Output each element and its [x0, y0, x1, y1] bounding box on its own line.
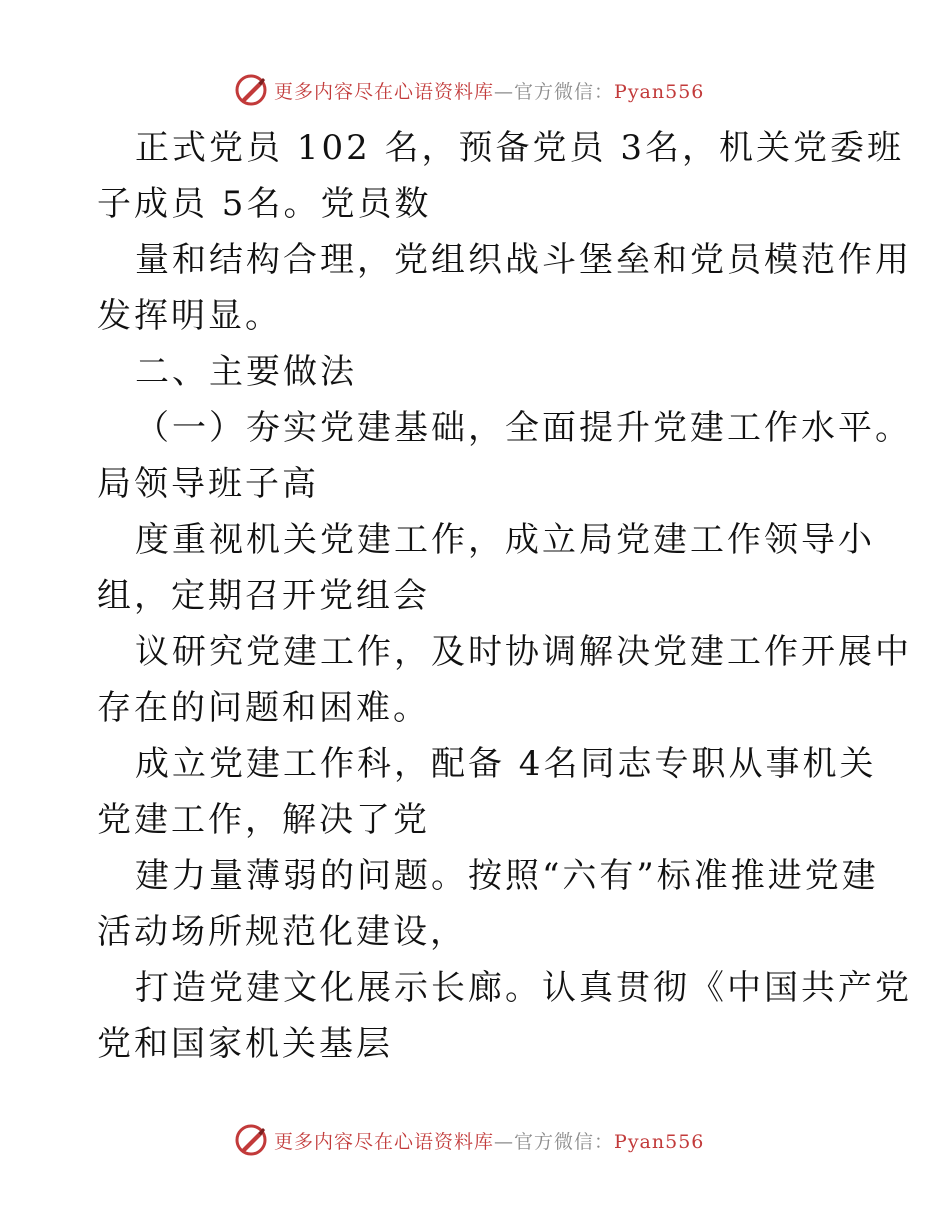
watermark-separator: —	[494, 80, 515, 103]
body-line: 打造党建文化展示长廊。认真贯彻《中国共产党	[135, 968, 912, 1008]
watermark-wechat-id: Pyan556	[614, 80, 705, 103]
body-line: （一）夯实党建基础，全面提升党建工作水平。	[135, 408, 912, 448]
watermark-brand: 更多内容尽在心语资料库	[274, 80, 495, 103]
body-line: 子成员 5名。党员数	[97, 184, 432, 224]
pen-circle-logo-icon	[234, 73, 268, 107]
body-line: 存在的问题和困难。	[97, 688, 430, 728]
watermark-official: 官方微信：	[514, 1130, 615, 1153]
document-body	[97, 120, 912, 1072]
footer-watermark	[234, 1123, 704, 1157]
body-line: 党建工作，解决了党	[97, 800, 430, 840]
body-line: 党和国家机关基层	[97, 1024, 393, 1064]
watermark-separator: —	[494, 1130, 515, 1153]
watermark-official: 官方微信：	[514, 80, 615, 103]
body-line: 正式党员 102 名，预备党员 3名，机关党委班	[135, 128, 904, 168]
body-line: 活动场所规范化建设，	[97, 912, 467, 952]
body-line: 量和结构合理，党组织战斗堡垒和党员模范作用	[135, 240, 912, 280]
body-line: 局领导班子高	[97, 464, 319, 504]
body-line: 成立党建工作科，配备 4名同志专职从事机关	[135, 744, 877, 784]
body-line: 组，定期召开党组会	[97, 576, 430, 616]
body-line: 二、主要做法	[135, 352, 357, 392]
watermark-brand: 更多内容尽在心语资料库	[274, 1130, 495, 1153]
watermark-text	[274, 1127, 704, 1154]
body-line: 议研究党建工作，及时协调解决党建工作开展中	[135, 632, 912, 672]
pen-circle-logo-icon	[234, 1123, 268, 1157]
watermark-text	[274, 77, 704, 104]
body-line: 度重视机关党建工作，成立局党建工作领导小	[135, 520, 875, 560]
header-watermark	[234, 73, 704, 107]
watermark-wechat-id: Pyan556	[614, 1130, 705, 1153]
body-line: 建力量薄弱的问题。按照“六有”标准推进党建	[135, 856, 879, 896]
body-line: 发挥明显。	[97, 296, 282, 336]
